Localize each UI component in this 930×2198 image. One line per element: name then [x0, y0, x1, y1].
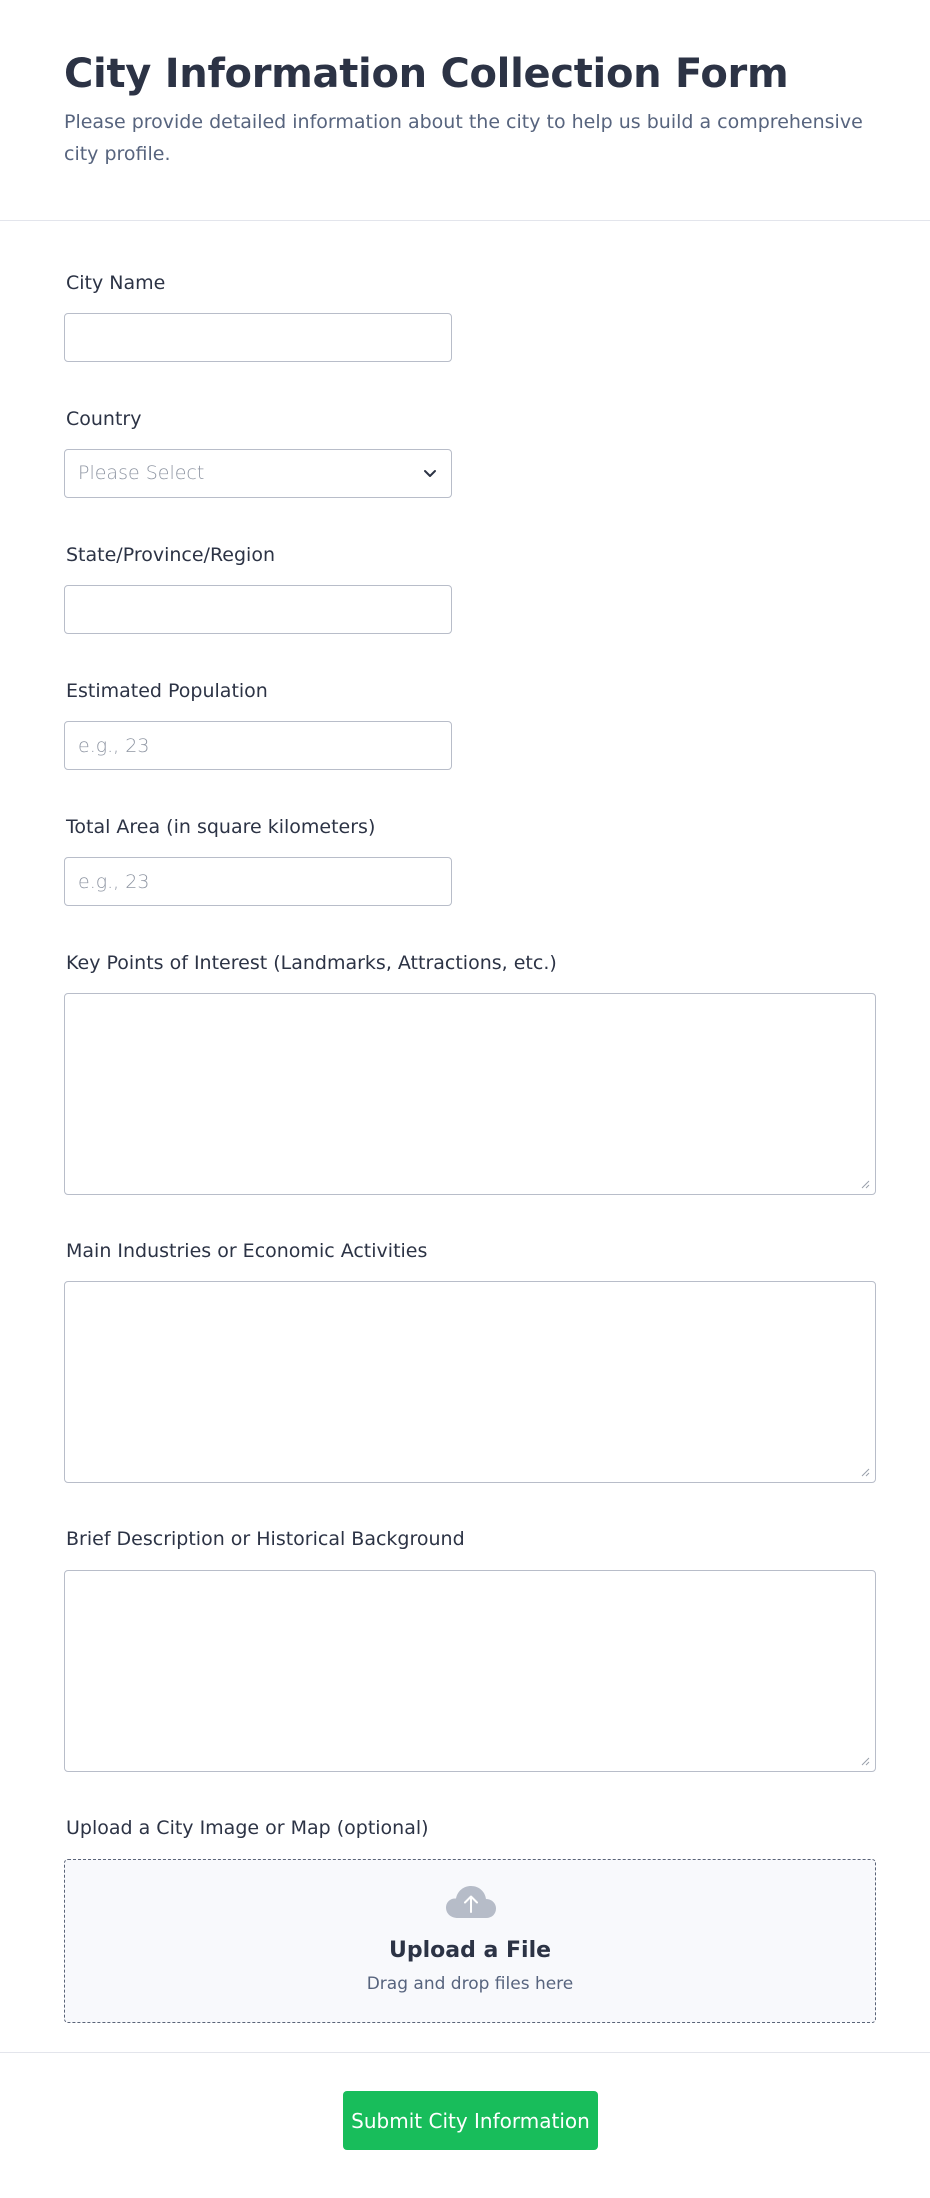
submit-button[interactable]: Submit City Information: [343, 2091, 598, 2150]
description-textarea[interactable]: [64, 1570, 876, 1772]
form-subtitle: Please provide detailed information about the city to help us build a comprehensive city profile.: [64, 111, 863, 165]
state-input[interactable]: [64, 585, 452, 634]
population-input[interactable]: [64, 721, 452, 770]
upload-title: Upload a File: [388, 1938, 552, 1963]
population-label: Estimated Population: [66, 680, 268, 702]
industries-textarea[interactable]: [64, 1281, 876, 1483]
resize-handle-icon[interactable]: [860, 1467, 870, 1477]
area-label: Total Area (in square kilometers): [66, 816, 376, 838]
country-select[interactable]: [64, 449, 452, 498]
points-of-interest-textarea[interactable]: [64, 993, 876, 1195]
resize-handle-icon[interactable]: [860, 1756, 870, 1766]
upload-hint: Drag and drop files here: [366, 1974, 574, 1994]
resize-handle-icon[interactable]: [860, 1179, 870, 1189]
file-upload-dropzone[interactable]: [64, 1859, 876, 2023]
form-title: City Information Collection Form: [64, 51, 789, 97]
state-label: State/Province/Region: [66, 544, 275, 566]
description-label: Brief Description or Historical Background: [66, 1528, 465, 1550]
upload-label: Upload a City Image or Map (optional): [66, 1817, 429, 1839]
city-name-input[interactable]: [64, 313, 452, 362]
points-of-interest-label: Key Points of Interest (Landmarks, Attractions, etc.): [66, 952, 557, 974]
chevron-down-icon: [421, 464, 439, 482]
country-select-value: Please Select: [78, 462, 205, 484]
country-label: Country: [66, 408, 142, 430]
city-name-label: City Name: [66, 272, 166, 294]
footer-divider: [0, 2052, 930, 2053]
form-header: [0, 0, 930, 221]
industries-label: Main Industries or Economic Activities: [66, 1240, 428, 1262]
cloud-upload-icon: [445, 1884, 497, 1920]
area-input[interactable]: [64, 857, 452, 906]
